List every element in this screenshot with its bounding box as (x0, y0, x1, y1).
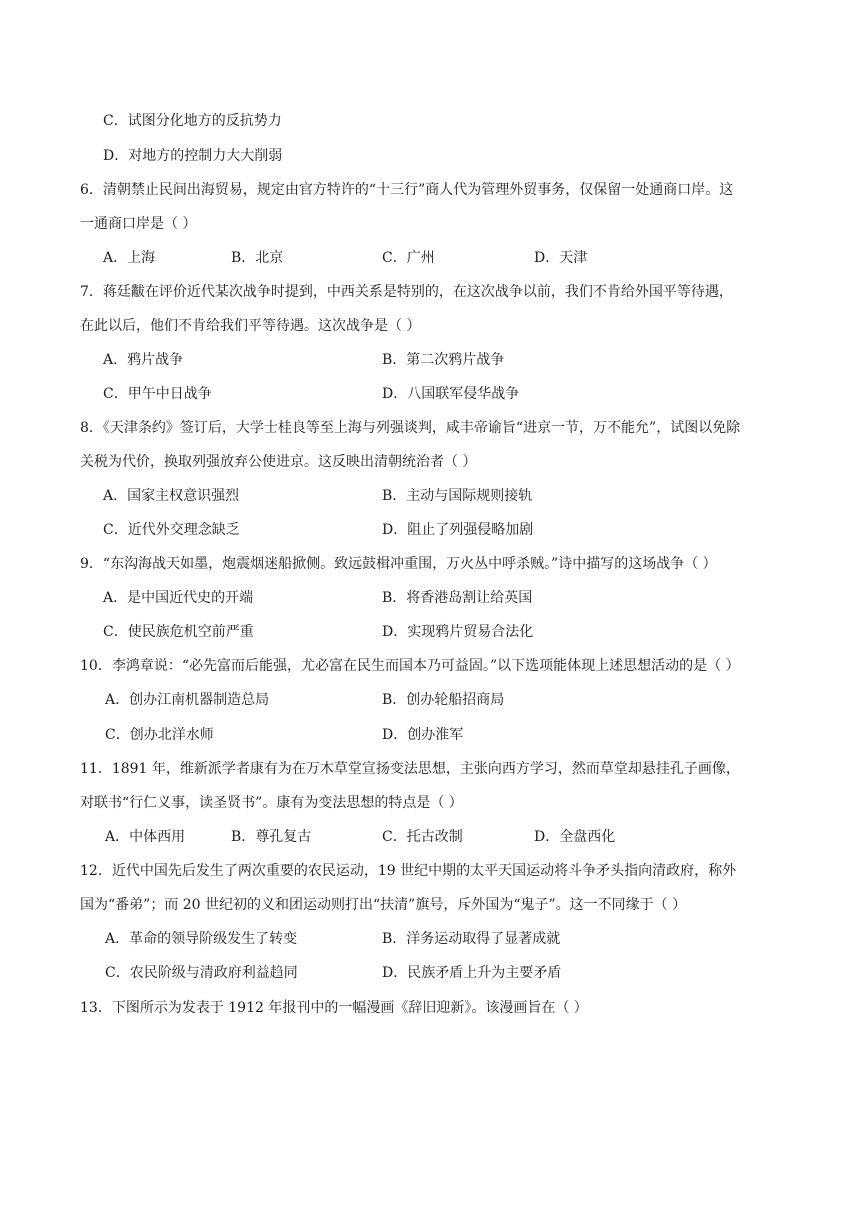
option-q11-b: B．尊孔复古 (231, 829, 312, 845)
option-q11-a: A．中体西用 (105, 829, 186, 845)
option-q9-c: C．使民族危机空前严重 (103, 624, 254, 640)
option-q10-b: B．创办轮船招商局 (382, 692, 505, 708)
option-q9-d: D．实现鸦片贸易合法化 (382, 624, 534, 640)
question-7-line-2: 在此以后，他们不肯给我们平等待遇。这次战争是（ ） (80, 318, 421, 334)
question-6-line-1: 6．清朝禁止民间出海贸易，规定由官方特许的“十三行”商人代为管理外贸事务，仅保留一处通商口岸。这 (80, 182, 734, 198)
option-q8-c: C．近代外交理念缺乏 (103, 522, 240, 538)
option-q10-c: C．创办北洋水师 (105, 727, 214, 743)
option-q7-a: A．鸦片战争 (103, 352, 184, 368)
option-q12-a: A．革命的领导阶级发生了转变 (105, 931, 298, 947)
question-9-line-1: 9．“东沟海战天如墨，炮震烟迷船掀侧。致远鼓楫冲重围，万火丛中呼杀贼。”诗中描写的这场战争（ ） (80, 556, 717, 572)
option-q12-d: D．民族矛盾上升为主要矛盾 (382, 965, 562, 981)
question-11-line-1: 11．1891 年，维新派学者康有为在万木草堂宣扬变法思想，主张向西方学习，然而草堂却悬挂孔子画像， (80, 761, 740, 777)
option-q6-c: C．广州 (382, 250, 435, 266)
option-q6-a: A．上海 (103, 250, 156, 266)
question-8-line-2: 关税为代价，换取列强放弃公使进京。这反映出清朝统治者（ ） (80, 454, 477, 470)
question-12-line-2: 国为“番弟”；而 20 世纪初的义和团运动则打出“扶清”旗号，斥外国为“鬼子”。这一不同缘于（ ） (80, 897, 687, 913)
option-q12-b: B．洋务运动取得了显著成就 (382, 931, 561, 947)
option-q10-d: D．创办淮军 (382, 727, 464, 743)
option-q5-d: D．对地方的控制力大大削弱 (103, 148, 283, 164)
option-q8-b: B．主动与国际规则接轨 (382, 488, 533, 504)
option-q9-a: A．是中国近代史的开端 (103, 590, 254, 606)
option-q7-c: C．甲午中日战争 (103, 386, 212, 402)
option-q6-b: B．北京 (231, 250, 284, 266)
option-q11-d: D．全盘西化 (534, 829, 616, 845)
question-12-line-1: 12．近代中国先后发生了两次重要的农民运动，19 世纪中期的太平天国运动将斗争矛头指向清政府，称外 (80, 863, 737, 879)
question-10-line-1: 10．李鸿章说：“必先富而后能强，尤必富在民生而国本乃可益固。”以下选项能体现上述思想活动的是（ ） (80, 658, 740, 674)
option-q7-d: D．八国联军侵华战争 (382, 386, 520, 402)
question-7-line-1: 7．蒋廷黻在评价近代某次战争时提到，中西关系是特别的，在这次战争以前，我们不肯给外国平等待遇， (80, 284, 733, 300)
option-q8-a: A．国家主权意识强烈 (103, 488, 240, 504)
option-q8-d: D．阻止了列强侵略加剧 (382, 522, 534, 538)
option-q9-b: B．将香港岛割让给英国 (382, 590, 533, 606)
option-q7-b: B．第二次鸦片战争 (382, 352, 505, 368)
option-q6-d: D．天津 (534, 250, 588, 266)
option-q5-c: C．试图分化地方的反抗势力 (103, 113, 282, 129)
question-8-line-1: 8．《天津条约》签订后，大学士桂良等至上海与列强谈判，咸丰帝谕旨“进京一节，万不能允”，试图以免除 (80, 420, 741, 436)
option-q10-a: A．创办江南机器制造总局 (105, 692, 270, 708)
option-q12-c: C．农民阶级与清政府利益趋同 (105, 965, 298, 981)
question-11-line-2: 对联书“行仁义事，读圣贤书”。康有为变法思想的特点是（ ） (80, 795, 463, 811)
question-13-line-1: 13．下图所示为发表于 1912 年报刊中的一幅漫画《辞旧迎新》。该漫画旨在（ ） (80, 1000, 588, 1016)
question-6-line-2: 一通商口岸是（ ） (80, 216, 197, 232)
option-q11-c: C．托古改制 (382, 829, 463, 845)
